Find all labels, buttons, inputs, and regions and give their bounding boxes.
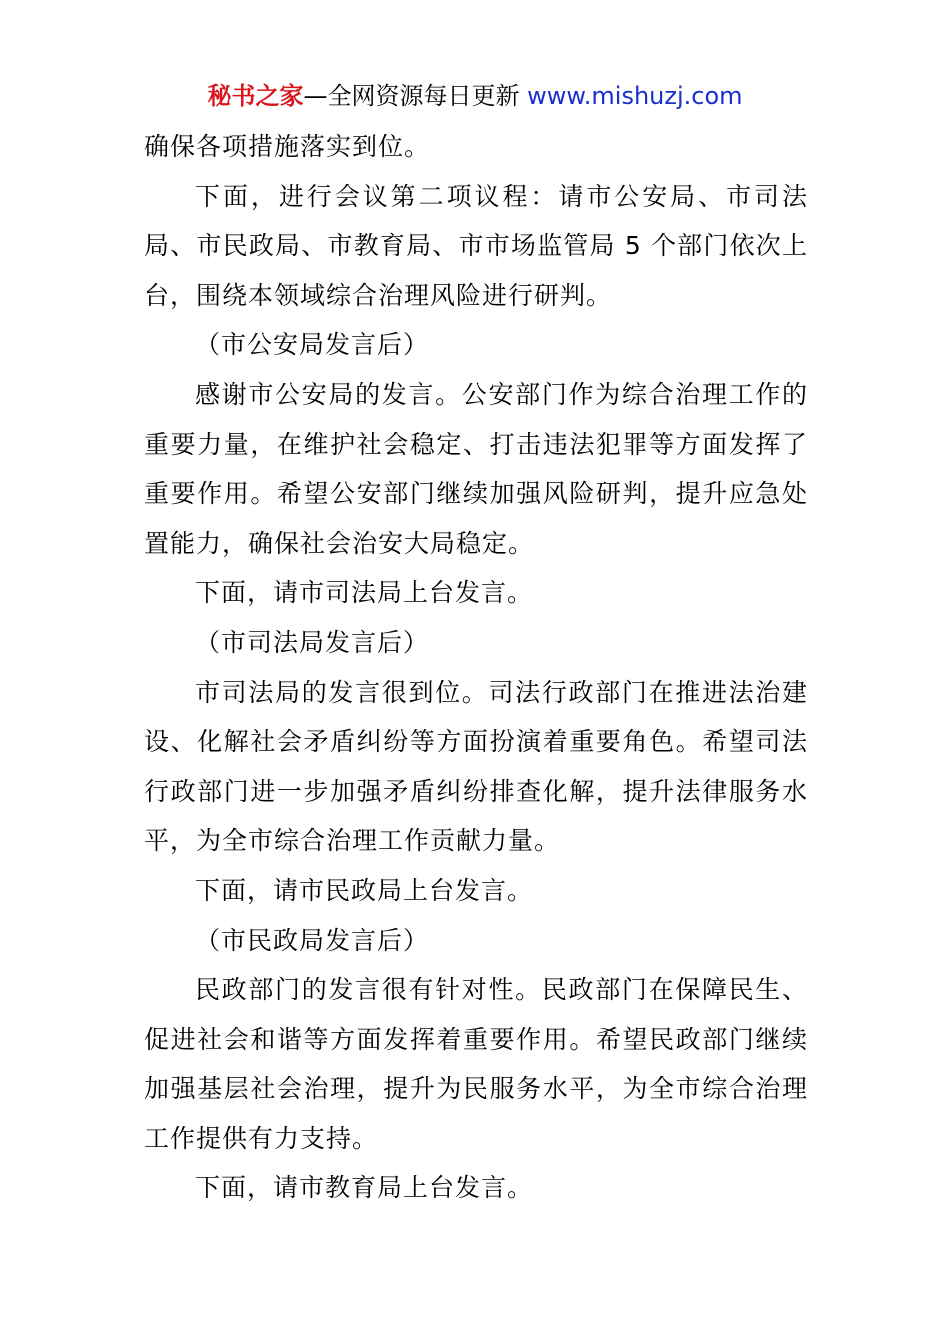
- paragraph: 下面，请市司法局上台发言。: [195, 578, 534, 608]
- document-body: [144, 122, 808, 1213]
- paragraph-stage-note: （市民政局发言后）: [195, 925, 430, 955]
- paragraph-continuation: 确保各项措施落实到位。: [144, 132, 431, 161]
- paragraph-stage-note: （市司法局发言后）: [195, 627, 430, 657]
- site-url[interactable]: www.mishuzj.com: [527, 82, 743, 110]
- paragraph: 市司法局的发言很到位。司法行政部门在推进法治建设、化解社会矛盾纠纷等方面扮演着重要角色。希望司法行政部门进一步加强矛盾纠纷排查化解，提升法律服务水平，为全市综合治理工作贡献力量。: [144, 677, 808, 856]
- paragraph: 民政部门的发言很有针对性。民政部门在保障民生、促进社会和谐等方面发挥着重要作用。希望民政部门继续加强基层社会治理，提升为民服务水平，为全市综合治理工作提供有力支持。: [144, 975, 808, 1153]
- paragraph: 下面，请市民政局上台发言。: [195, 875, 534, 905]
- site-brand: 秘书之家: [207, 82, 304, 110]
- site-header: [0, 80, 950, 112]
- site-tagline: —全网资源每日更新: [303, 82, 528, 110]
- paragraph-stage-note: （市公安局发言后）: [195, 330, 430, 360]
- paragraph: 感谢市公安局的发言。公安部门作为综合治理工作的重要力量，在维护社会稳定、打击违法犯罪等方面发挥了重要作用。希望公安部门继续加强风险研判，提升应急处置能力，确保社会治安大局稳定。: [144, 379, 808, 558]
- paragraph: 下面，请市教育局上台发言。: [195, 1173, 534, 1203]
- paragraph: 下面，进行会议第二项议程：请市公安局、市司法局、市民政局、市教育局、市市场监管局 5 个部门依次上台，围绕本领域综合治理风险进行研判。: [144, 181, 808, 310]
